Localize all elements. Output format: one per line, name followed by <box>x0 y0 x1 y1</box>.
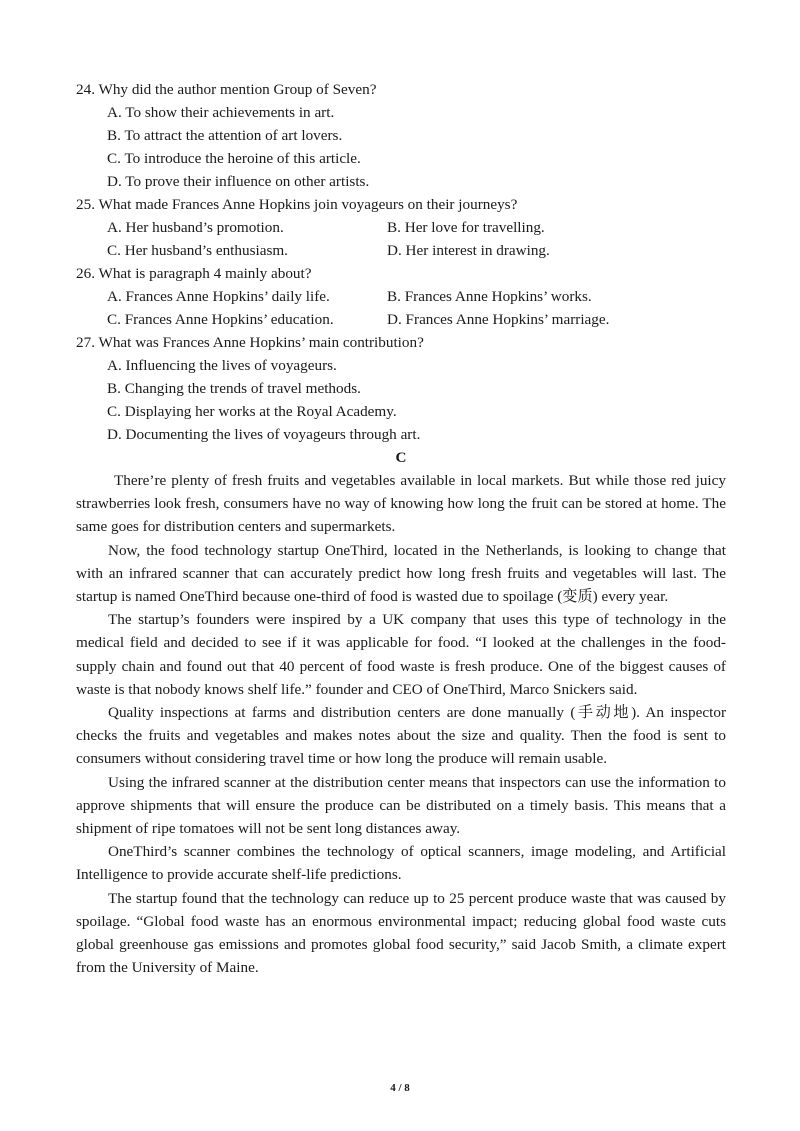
exam-page <box>76 78 726 979</box>
passage-paragraph: OneThird’s scanner combines the technology of optical scanners, image modeling, and Artificial Intelligence to provide accurate shelf-life predictions. <box>76 843 726 884</box>
option-c: C. Frances Anne Hopkins’ education. <box>107 311 334 328</box>
passage-paragraph: Using the infrared scanner at the distribution center means that inspectors can use the information to approve shipments that will ensure the produce can be distributed on a timely basis. This means that a shipment of ripe tomatoes will not be sent long distances away. <box>76 773 726 838</box>
option-c: C. Her husband’s enthusiasm. <box>107 242 288 259</box>
option-b: B. Frances Anne Hopkins’ works. <box>387 288 592 305</box>
question-25 <box>76 193 726 262</box>
options-row <box>76 239 726 262</box>
question-26 <box>76 262 726 331</box>
question-stem: 24. Why did the author mention Group of Seven? <box>76 81 377 98</box>
option-a: A. Influencing the lives of voyageurs. <box>107 357 337 374</box>
option-c: C. Displaying her works at the Royal Academy. <box>107 403 397 420</box>
option-d: D. Her interest in drawing. <box>387 242 550 259</box>
option-a: A. To show their achievements in art. <box>107 104 335 121</box>
option-d: D. To prove their influence on other artists. <box>107 173 370 190</box>
passage-paragraph: There’re plenty of fresh fruits and vegetables available in local markets. But while those red juicy strawberries look fresh, consumers have no way of knowing how long the fruit can be stored at home. The same goes for distribution centers and supermarkets. <box>76 472 726 536</box>
option-b: B. To attract the attention of art lovers. <box>107 127 343 144</box>
options-row <box>76 216 726 239</box>
question-24 <box>76 78 726 193</box>
question-27 <box>76 331 726 446</box>
option-a: A. Her husband’s promotion. <box>107 219 284 236</box>
passage-paragraph: The startup found that the technology can reduce up to 25 percent produce waste that was caused by spoilage. “Global food waste has an enormous environmental impact; reducing global food waste cuts global greenhouse gas emissions and promotes global food security,” said Jacob Smith, a climate expert from the University of Maine. <box>76 889 726 977</box>
question-stem: 26. What is paragraph 4 mainly about? <box>76 265 312 282</box>
options-row <box>76 285 726 308</box>
option-d: D. Frances Anne Hopkins’ marriage. <box>387 311 610 328</box>
section-heading: C <box>395 449 407 466</box>
passage-paragraph: The startup’s founders were inspired by a UK company that uses this type of technology in the medical field and decided to see if it was applicable for food. “I looked at the challenges in the food-supply chain and found out that 40 percent of food waste is fresh produce. One of the biggest causes of waste is that nobody knows shelf life.” founder and CEO of OneThird, Marco Snickers said. <box>76 611 726 698</box>
option-a: A. Frances Anne Hopkins’ daily life. <box>107 288 330 305</box>
option-d: D. Documenting the lives of voyageurs through art. <box>107 426 421 443</box>
option-b: B. Changing the trends of travel methods. <box>107 380 361 397</box>
passage-paragraph: Now, the food technology startup OneThird, located in the Netherlands, is looking to change that with an infrared scanner that can accurately predict how long fresh fruits and vegetables will last. The startup is named OneThird because one-third of food is wasted due to spoilage (变质) every year. <box>76 541 726 606</box>
reading-passage <box>76 469 726 979</box>
question-stem: 25. What made Frances Anne Hopkins join voyageurs on their journeys? <box>76 196 518 213</box>
options-row <box>76 308 726 331</box>
passage-paragraph: Quality inspections at farms and distribution centers are done manually (手动地). An inspector checks the fruits and vegetables and makes notes about the size and quality. Then the food is sent to consumers without considering travel time or how long the produce will remain usable. <box>76 704 726 768</box>
option-b: B. Her love for travelling. <box>387 219 545 236</box>
page-number: 4 / 8 <box>390 1082 410 1094</box>
option-c: C. To introduce the heroine of this article. <box>107 150 361 167</box>
question-stem: 27. What was Frances Anne Hopkins’ main contribution? <box>76 334 424 351</box>
